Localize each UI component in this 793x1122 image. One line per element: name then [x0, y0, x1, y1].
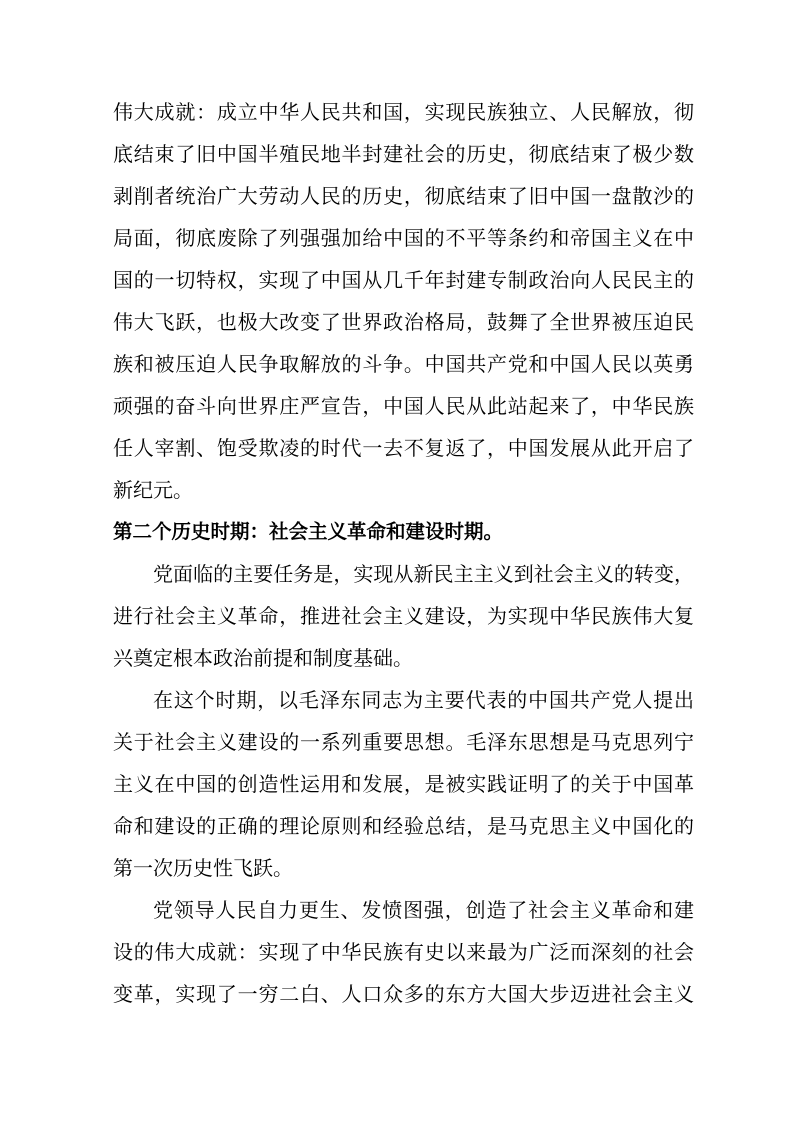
paragraph	[113, 554, 694, 680]
text-line: 进行社会主义革命，推进社会主义建设，为实现中华民族伟大复	[113, 606, 694, 628]
text-line: 局面，彻底废除了列强强加给中国的不平等条约和帝国主义在中	[113, 228, 694, 250]
text-line: 主义在中国的创造性运用和发展，是被实践证明了的关于中国革	[113, 774, 694, 796]
text-column	[113, 92, 694, 1016]
section-heading: 第二个历史时期：社会主义革命和建设时期。	[113, 522, 504, 543]
text-line: 党面临的主要任务是，实现从新民主主义到社会主义的转变，	[153, 564, 694, 586]
text-line: 国的一切特权，实现了中国从几千年封建专制政治向人民民主的	[113, 270, 694, 292]
text-line: 党领导人民自力更生、发愤图强，创造了社会主义革命和建	[153, 900, 694, 922]
text-line: 伟大成就：成立中华人民共和国，实现民族独立、人民解放，彻	[113, 102, 694, 124]
text-line: 伟大飞跃，也极大改变了世界政治格局，鼓舞了全世界被压迫民	[113, 312, 694, 334]
paragraph-continuation	[113, 92, 694, 512]
text-line: 底结束了旧中国半殖民地半封建社会的历史，彻底结束了极少数	[113, 144, 694, 166]
text-line: 剥削者统治广大劳动人民的历史，彻底结束了旧中国一盘散沙的	[113, 186, 694, 208]
text-line: 关于社会主义建设的一系列重要思想。毛泽东思想是马克思列宁	[113, 732, 694, 754]
paragraph-continues-next-page	[113, 890, 694, 1016]
text-line: 设的伟大成就：实现了中华民族有史以来最为广泛而深刻的社会	[113, 942, 694, 964]
paragraph	[113, 680, 694, 890]
text-line: 顽强的奋斗向世界庄严宣告，中国人民从此站起来了，中华民族	[113, 396, 694, 418]
text-line: 命和建设的正确的理论原则和经验总结，是马克思主义中国化的	[113, 816, 694, 838]
text-line: 兴奠定根本政治前提和制度基础。	[113, 648, 413, 670]
text-line: 第一次历史性飞跃。	[113, 858, 293, 880]
text-line: 变革，实现了一穷二白、人口众多的东方大国大步迈进社会主义	[113, 984, 694, 1006]
text-line: 族和被压迫人民争取解放的斗争。中国共产党和中国人民以英勇	[113, 354, 694, 376]
text-line: 新纪元。	[113, 480, 193, 502]
text-line: 在这个时期，以毛泽东同志为主要代表的中国共产党人提出	[153, 690, 694, 712]
text-line: 任人宰割、饱受欺凌的时代一去不复返了，中国发展从此开启了	[113, 438, 694, 460]
